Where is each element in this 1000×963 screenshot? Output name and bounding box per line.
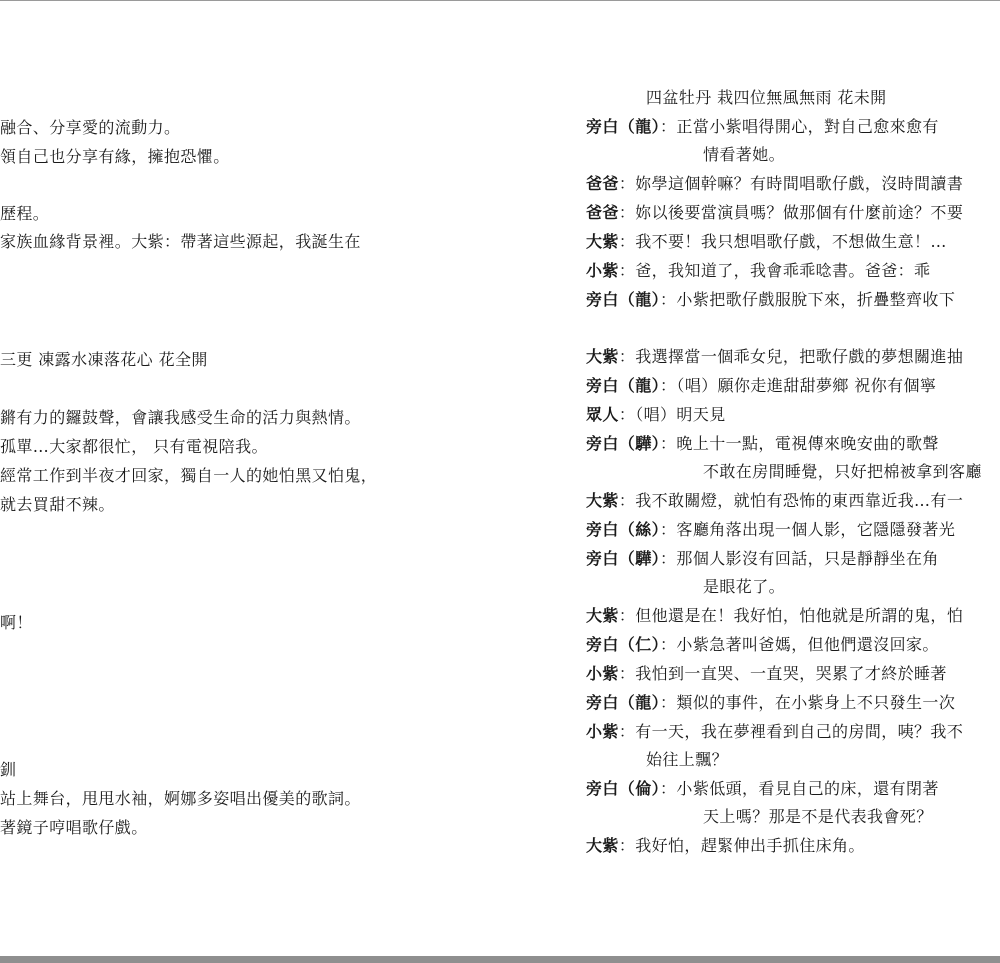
speaker-label: 爸爸 xyxy=(586,203,619,222)
speaker-label: 大紫 xyxy=(586,232,619,251)
dialogue-text: ：小紫低頭，看見自己的床，還有閉著 xyxy=(660,779,939,798)
text-line: 站上舞台，甩甩水袖，婀娜多姿唱出優美的歌詞。 xyxy=(0,789,361,808)
dialogue-continuation: 不敢在房間睡覺，只好把棉被拿到客廳 xyxy=(703,462,982,481)
dialogue-text: ：晚上十一點，電視傳來晚安曲的歌聲 xyxy=(660,434,939,453)
dialogue-line xyxy=(586,664,947,684)
dialogue-text: ：小紫把歌仔戲服脫下來，折疊整齊收下 xyxy=(660,290,956,309)
bottom-border xyxy=(0,956,1000,963)
dialogue-text: ：客廳角落出現一個人影，它隱隱發著光 xyxy=(660,520,956,539)
speaker-label: 旁白（龍） xyxy=(586,693,661,712)
dialogue-line xyxy=(586,693,955,713)
dialogue-text: ：我怕到一直哭、一直哭，哭累了才終於睡著 xyxy=(618,664,947,683)
dialogue-text: ：有一天，我在夢裡看到自己的房間，咦？我不 xyxy=(618,722,964,741)
dialogue-continuation: 天上嗎？那是不是代表我會死？ xyxy=(703,807,933,826)
dialogue-continuation: 始往上飄？ xyxy=(646,750,729,769)
dialogue-line xyxy=(586,232,947,252)
dialogue-line xyxy=(586,261,930,281)
text-line: 就去買甜不辣。 xyxy=(0,495,115,514)
text-line: 經常工作到半夜才回家，獨自一人的她怕黑又怕鬼， xyxy=(0,466,378,485)
text-line: 鏘有力的鑼鼓聲，會讓我感受生命的活力與熱情。 xyxy=(0,408,361,427)
text-line: 著鏡子哼唱歌仔戲。 xyxy=(0,818,148,837)
dialogue-text: ：我不敢關燈，就怕有恐怖的東西靠近我…有一 xyxy=(618,491,964,510)
dialogue-line xyxy=(586,520,955,540)
dialogue-text: ：（唱）願你走進甜甜夢鄉 祝你有個寧 xyxy=(660,376,937,395)
speaker-label: 旁白（龍） xyxy=(586,117,661,136)
text-line: 孤單…大家都很忙， 只有電視陪我。 xyxy=(0,437,268,456)
speaker-label: 大紫 xyxy=(586,347,619,366)
speaker-label: 旁白（驊） xyxy=(586,434,661,453)
dialogue-line xyxy=(586,117,939,137)
dialogue-text: ：類似的事件，在小紫身上不只發生一次 xyxy=(660,693,956,712)
dialogue-text: ：（唱）明天見 xyxy=(618,405,726,424)
left-page xyxy=(0,0,430,955)
dialogue-text: ：我好怕，趕緊伸出手抓住床角。 xyxy=(618,836,865,855)
text-line: 家族血緣背景裡。大紫：帶著這些源起，我誕生在 xyxy=(0,232,361,251)
dialogue-line xyxy=(586,174,963,194)
dialogue-line xyxy=(586,779,939,799)
dialogue-text: ：那個人影沒有回話，只是靜靜坐在角 xyxy=(660,549,939,568)
speaker-label: 小紫 xyxy=(586,261,619,280)
dialogue-line xyxy=(586,722,963,742)
text-line: 釧 xyxy=(0,760,17,779)
dialogue-text: ：小紫急著叫爸媽，但他們還沒回家。 xyxy=(660,635,939,654)
dialogue-line xyxy=(586,203,963,223)
dialogue-line xyxy=(586,549,939,569)
dialogue-text: ：正當小紫唱得開心，對自己愈來愈有 xyxy=(660,117,939,136)
dialogue-text: ：我不要！我只想唱歌仔戲，不想做生意！… xyxy=(618,232,947,251)
text-line: 融合、分享愛的流動力。 xyxy=(0,118,181,137)
dialogue-text: ：妳以後要當演員嗎？做那個有什麼前途？不要 xyxy=(618,203,964,222)
dialogue-line xyxy=(586,434,939,454)
dialogue-line xyxy=(586,405,726,425)
dialogue-continuation: 情看著她。 xyxy=(703,145,786,164)
dialogue-text: ：但他還是在！我好怕，怕他就是所謂的鬼，怕 xyxy=(618,606,964,625)
speaker-label: 旁白（仁） xyxy=(586,635,661,654)
dialogue-text: ：爸，我知道了，我會乖乖唸書。爸爸：乖 xyxy=(618,261,931,280)
dialogue-line xyxy=(586,836,865,856)
dialogue-text: ：妳學這個幹嘛？有時間唱歌仔戲，沒時間讀書 xyxy=(618,174,964,193)
speaker-label: 大紫 xyxy=(586,491,619,510)
text-line: 歷程。 xyxy=(0,204,50,223)
speaker-label: 旁白（驊） xyxy=(586,549,661,568)
dialogue-line xyxy=(586,606,963,626)
dialogue-line xyxy=(586,347,963,367)
speaker-label: 旁白（龍） xyxy=(586,376,661,395)
dialogue-line xyxy=(586,376,936,396)
dialogue-text: ：我選擇當一個乖女兒，把歌仔戲的夢想關進抽 xyxy=(618,347,964,366)
speaker-label: 旁白（倫） xyxy=(586,779,661,798)
song-lyric-heading: 四盆牡丹 栽四位無風無雨 花未開 xyxy=(646,88,887,107)
text-line: 領自己也分享有緣，擁抱恐懼。 xyxy=(0,147,230,166)
text-line: 啊！ xyxy=(0,613,33,632)
dialogue-line xyxy=(586,635,939,655)
dialogue-continuation: 是眼花了。 xyxy=(703,577,786,596)
text-line: 三更 凍露水凍落花心 花全開 xyxy=(0,350,208,369)
speaker-label: 大紫 xyxy=(586,836,619,855)
dialogue-line xyxy=(586,290,955,310)
right-page xyxy=(586,0,1000,955)
speaker-label: 大紫 xyxy=(586,606,619,625)
speaker-label: 小紫 xyxy=(586,722,619,741)
dialogue-line xyxy=(586,491,963,511)
speaker-label: 旁白（絲） xyxy=(586,520,661,539)
speaker-label: 小紫 xyxy=(586,664,619,683)
speaker-label: 爸爸 xyxy=(586,174,619,193)
speaker-label: 旁白（龍） xyxy=(586,290,661,309)
speaker-label: 眾人 xyxy=(586,405,619,424)
